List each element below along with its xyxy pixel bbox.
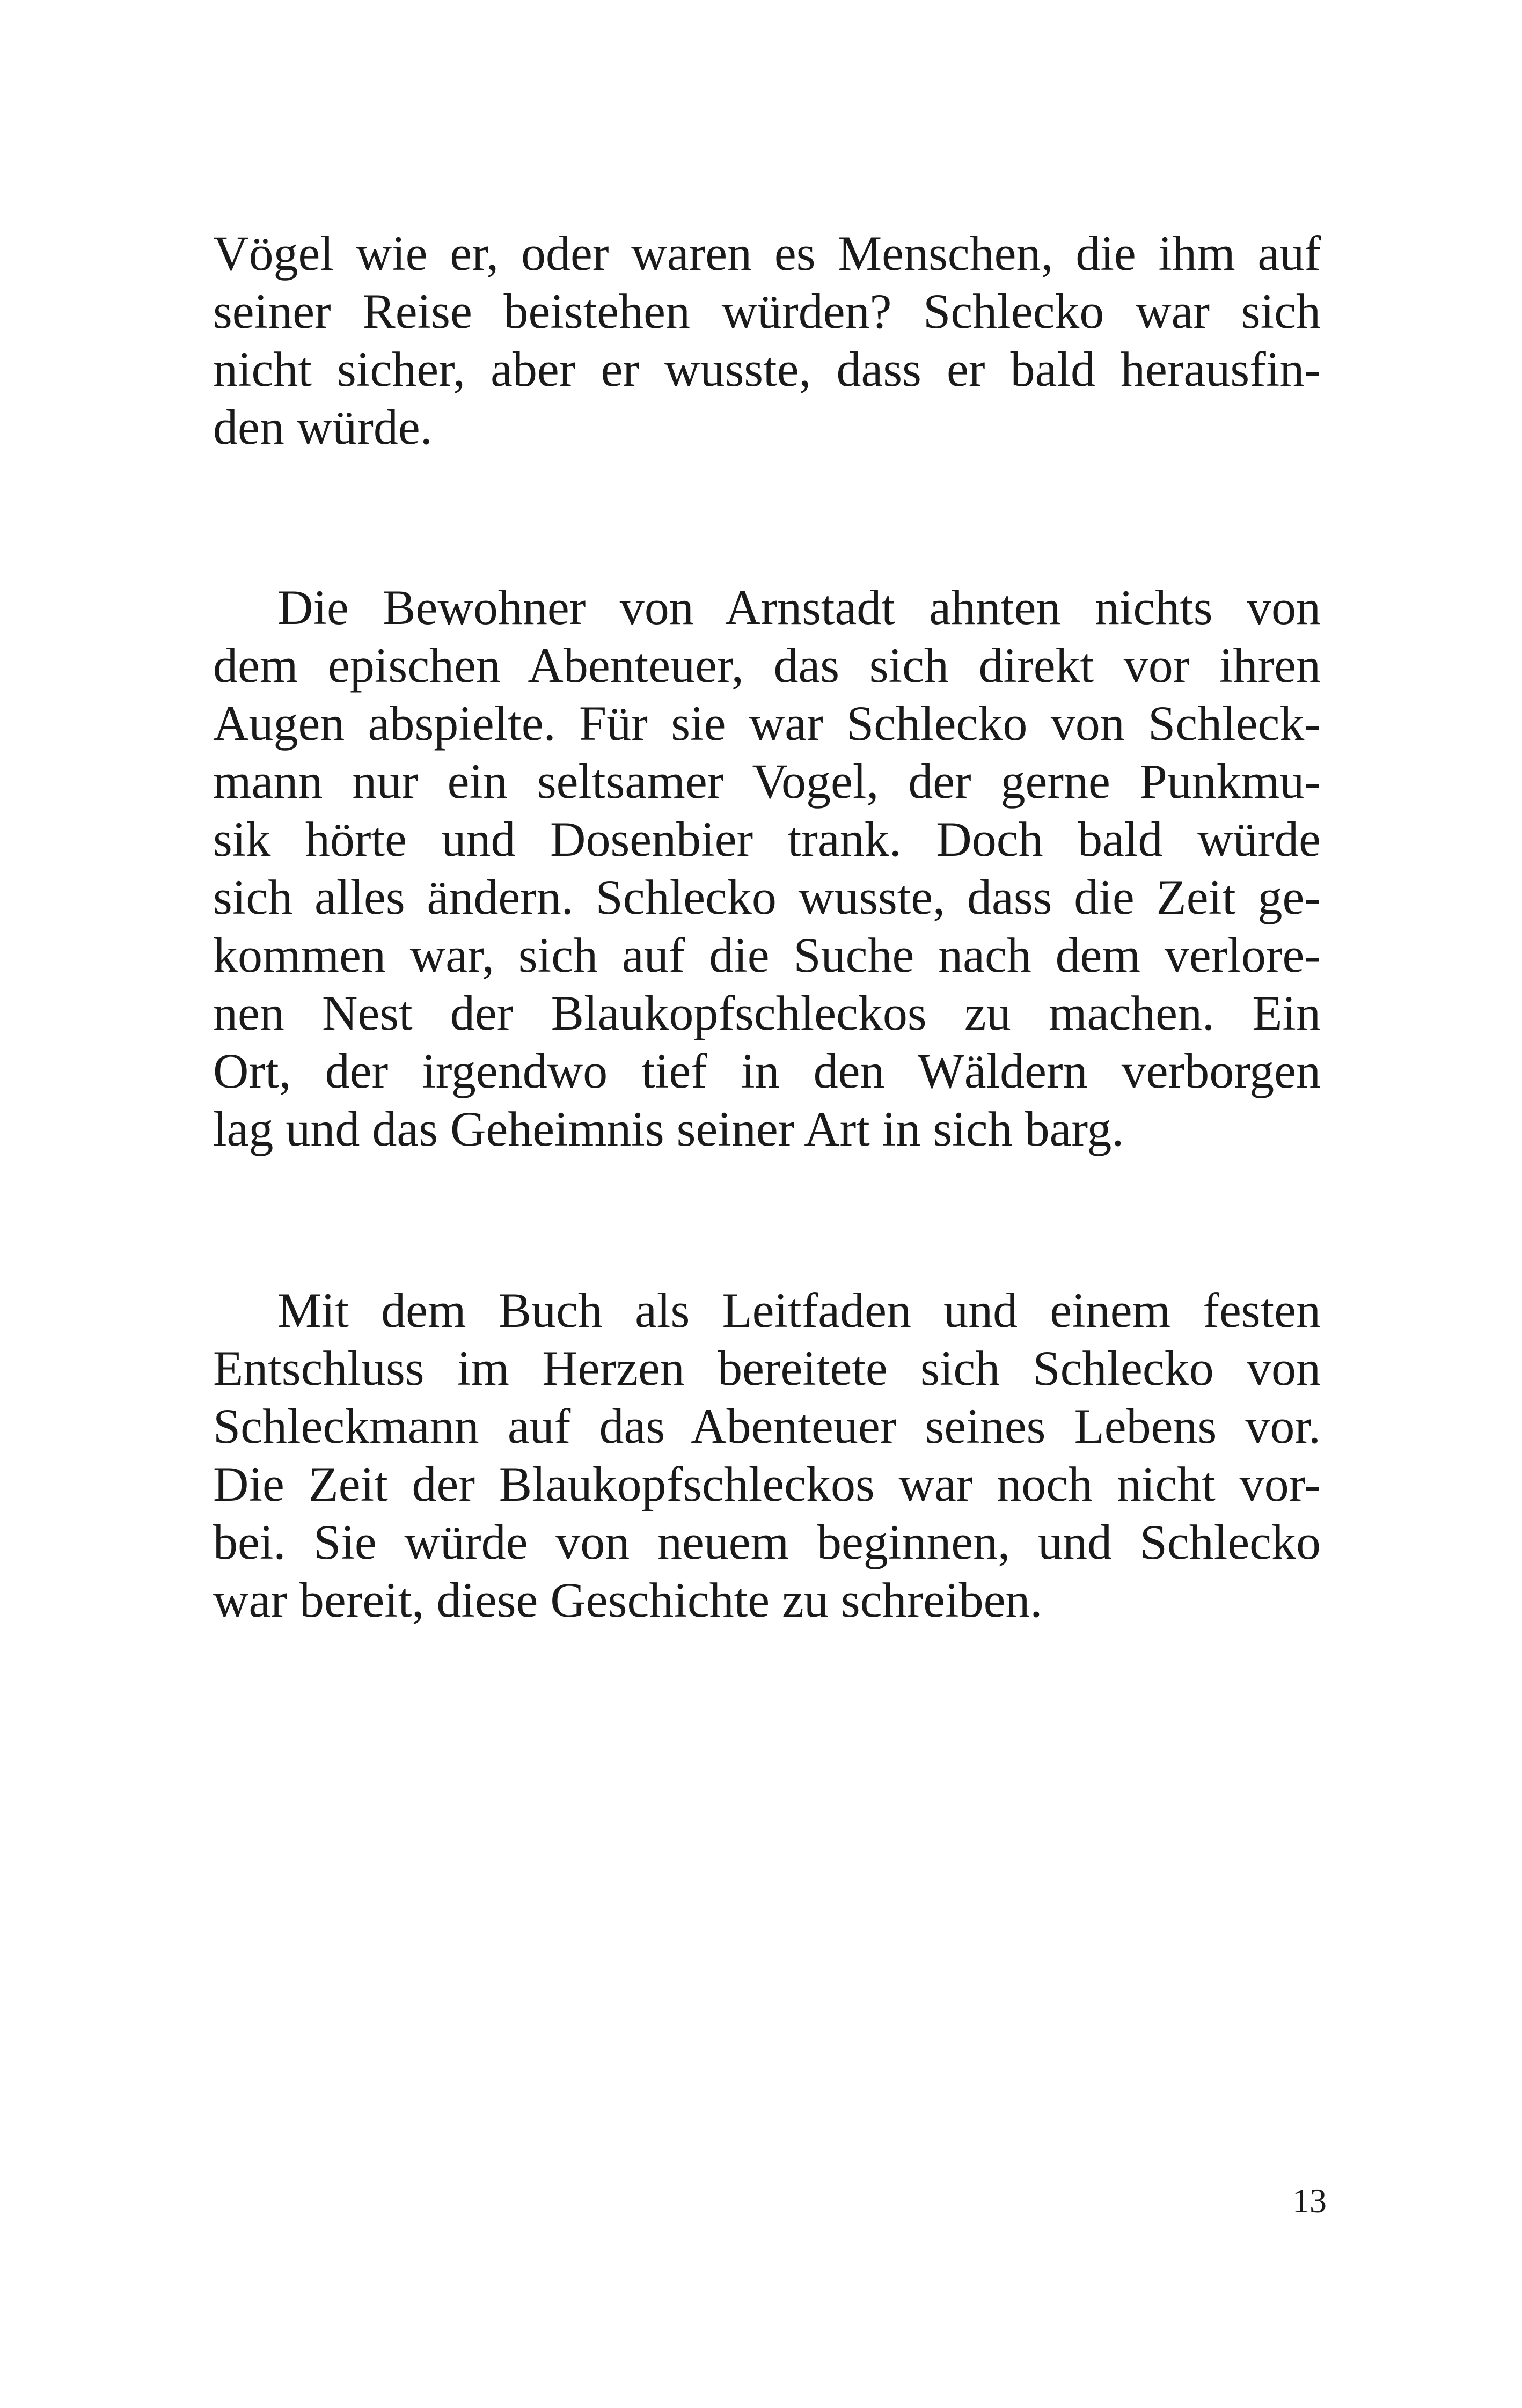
paragraph-3	[213, 1281, 1321, 1629]
text-line: dem epischen Abenteuer, das sich direkt vor ihren	[213, 638, 1321, 693]
text-line: kommen war, sich auf die Suche nach dem verlore-	[213, 928, 1321, 982]
text-line: sik hörte und Dosenbier trank. Doch bald würde	[213, 812, 1321, 867]
paragraph-1	[213, 224, 1321, 456]
text-line: Schleckmann auf das Abenteuer seines Lebens vor.	[213, 1399, 1321, 1453]
text-line: den würde.	[213, 400, 433, 454]
text-line: Die Zeit der Blaukopfschleckos war noch nicht vor-	[213, 1457, 1321, 1511]
text-line: nicht sicher, aber er wusste, dass er bald herausfin-	[213, 342, 1321, 397]
text-line: Vögel wie er, oder waren es Menschen, die ihm auf	[213, 226, 1321, 281]
text-line: Augen abspielte. Für sie war Schlecko von Schleck-	[213, 696, 1321, 751]
text-line: Die Bewohner von Arnstadt ahnten nichts von	[277, 580, 1321, 635]
text-line: seiner Reise beistehen würden? Schlecko war sich	[213, 284, 1321, 339]
text-line: lag und das Geheimnis seiner Art in sich barg.	[213, 1102, 1124, 1156]
text-line: Mit dem Buch als Leitfaden und einem festen	[277, 1283, 1321, 1338]
text-line: nen Nest der Blaukopfschleckos zu machen. Ein	[213, 986, 1321, 1040]
text-line: Entschluss im Herzen bereitete sich Schlecko von	[213, 1341, 1321, 1396]
text-line: sich alles ändern. Schlecko wusste, dass die Zeit ge-	[213, 870, 1321, 924]
paragraph-2	[213, 578, 1321, 1158]
text-line: Ort, der irgendwo tief in den Wäldern verborgen	[213, 1044, 1321, 1098]
text-line: war bereit, diese Geschichte zu schreiben.	[213, 1573, 1043, 1627]
text-line: mann nur ein seltsamer Vogel, der gerne Punkmu-	[213, 754, 1321, 809]
page-number: 13	[1292, 2182, 1327, 2220]
text-line: bei. Sie würde von neuem beginnen, und Schlecko	[213, 1515, 1321, 1569]
